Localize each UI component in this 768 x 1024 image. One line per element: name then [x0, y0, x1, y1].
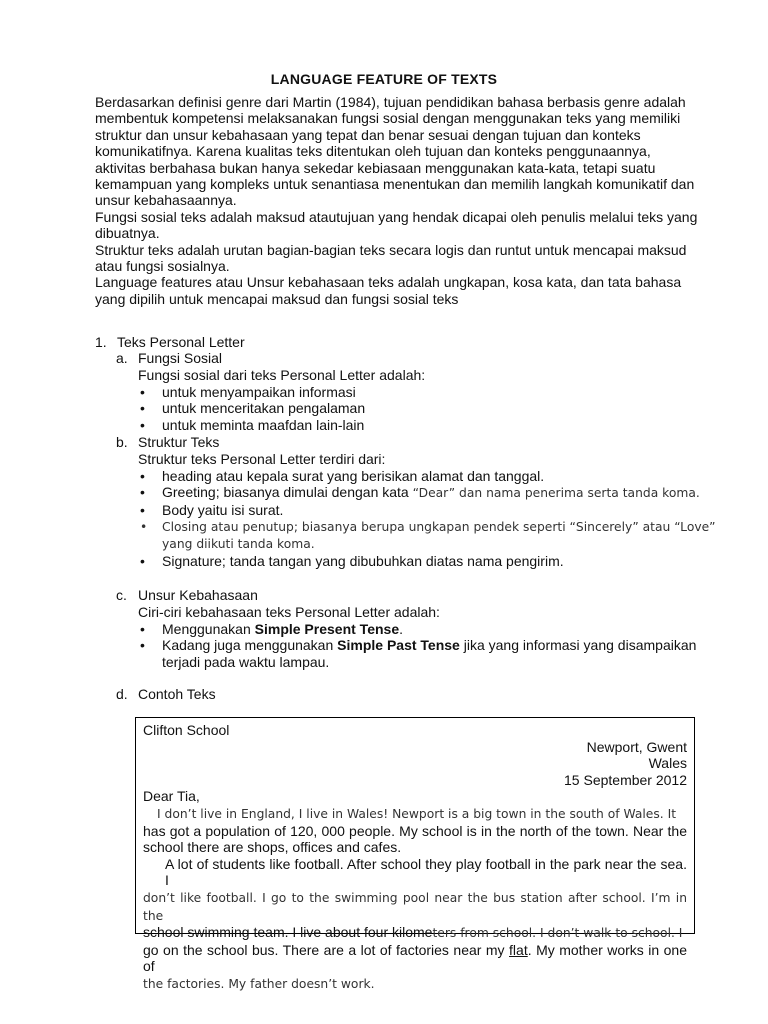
- list-item: • Closing atau penutup; biasanya berupa ungkapan pendek seperti “Sincerely” atau “Love” yang diikuti tanda koma.: [138, 519, 716, 553]
- intro-text: [95, 94, 705, 307]
- letter-paragraph: A lot of students like football. After school they play football in the park near the sea. I don’t like football. I go to the swimming pool near the bus station after school. I’m in the school swimming team. I live about four kilometers from school. I don’t walk to school. I go on the school bus. There are a lot of factories near my flat. My mother works in one of the factories. My father doesn’t work.: [143, 855, 687, 991]
- subsection-letter: d.: [116, 686, 128, 702]
- section-title: Teks Personal Letter: [117, 334, 245, 350]
- list-item: • heading atau kepala surat yang berisikan alamat dan tanggal.: [138, 468, 716, 485]
- subsection-contoh-teks: [116, 686, 716, 703]
- page-title: LANGUAGE FEATURE OF TEXTS: [270, 71, 498, 87]
- subsection-unsur-kebahasaan: [116, 587, 716, 671]
- intro-paragraph: Fungsi sosial teks adalah maksud atautujuan yang hendak dicapai oleh penulis melalui teks yang dibuatnya.: [95, 208, 698, 242]
- intro-paragraph: Struktur teks adalah urutan bagian-bagian teks secara logis dan runtut untuk mencapai maksud atau fungsi sosialnya.: [95, 241, 687, 275]
- intro-paragraph: Language features atau Unsur kebahasaan teks adalah ungkapan, kosa kata, dan tata bahasa yang dipilih untuk mencapai maksud dan fungsi sosial teks: [95, 274, 682, 307]
- underlined-word: flat: [509, 941, 528, 958]
- letter-address-line: Wales: [648, 755, 687, 772]
- list-item: • untuk menceritakan pengalaman: [138, 400, 716, 417]
- list-item: • Menggunakan Simple Present Tense.: [138, 621, 716, 638]
- list-item: • Signature; tanda tangan yang dibubuhkan diatas nama pengirim.: [138, 553, 716, 570]
- list-item: • Body yaitu isi surat.: [138, 502, 716, 519]
- list-item: • untuk menyampaikan informasi: [138, 384, 716, 401]
- subsection-title: Contoh Teks: [138, 686, 216, 702]
- subsection-letter: a.: [116, 350, 128, 366]
- letter-address-line: Newport, Gwent: [586, 738, 687, 755]
- subsection-letter: b.: [116, 434, 128, 450]
- list-item: • untuk meminta maafdan lain-lain: [138, 417, 716, 434]
- section-number: 1.: [95, 334, 107, 350]
- bullet-list: [116, 621, 716, 671]
- subsection-struktur-teks: [116, 434, 716, 569]
- subsection-desc: Ciri-ciri kebahasaan teks Personal Letter adalah:: [138, 603, 440, 620]
- list-item: • Kadang juga menggunakan Simple Past Tense jika yang informasi yang disampaikan terjadi pada waktu lampau.: [138, 637, 716, 671]
- letter-greeting: Dear Tia,: [143, 788, 200, 805]
- bullet-list: [116, 384, 716, 434]
- letter-date: 15 September 2012: [564, 771, 687, 788]
- letter-sender: Clifton School: [143, 722, 230, 738]
- example-letter-box: [135, 717, 695, 991]
- subsection-fungsi-sosial: [116, 350, 716, 434]
- intro-paragraph: Berdasarkan definisi genre dari Martin (1984), tujuan pendidikan bahasa berbasis genre adalah membentuk kompetensi melaksanakan fungsi sosial dengan menggunakan teks yang memiliki struktur dan unsur kebahasaan yang tepat dan benar sesuai dengan tujuan dan konteks komunikatifnya. Karena kualitas teks ditentukan oleh tujuan dan konteks penggunaannya, aktivitas berbahasa bukan hanya sekedar kebiasaan menggunakan kata-kata, tetapi suatu kemampuan yang kompleks untuk senantiasa menentukan dan memilih langkah komunikatif dan unsur kebahasaannya.: [95, 94, 695, 209]
- section-heading: [95, 334, 705, 351]
- list-item: • Greeting; biasanya dimulai dengan kata “Dear” dan nama penerima serta tanda koma.: [138, 484, 716, 502]
- subsection-desc: Struktur teks Personal Letter terdiri dari:: [138, 450, 386, 467]
- bullet-list: [116, 468, 716, 570]
- subsection-title: Struktur Teks: [138, 434, 220, 450]
- subsection-desc: Fungsi sosial dari teks Personal Letter adalah:: [138, 366, 426, 383]
- subsection-letter: c.: [116, 587, 127, 603]
- subsection-title: Unsur Kebahasaan: [138, 587, 258, 603]
- subsection-title: Fungsi Sosial: [138, 350, 223, 366]
- letter-paragraph: I don’t live in England, I live in Wales! Newport is a big town in the south of Wales. It has got a population of 120, 000 people. My school is in the north of the town. Near the school there are shops, offices and cafes.: [143, 806, 687, 856]
